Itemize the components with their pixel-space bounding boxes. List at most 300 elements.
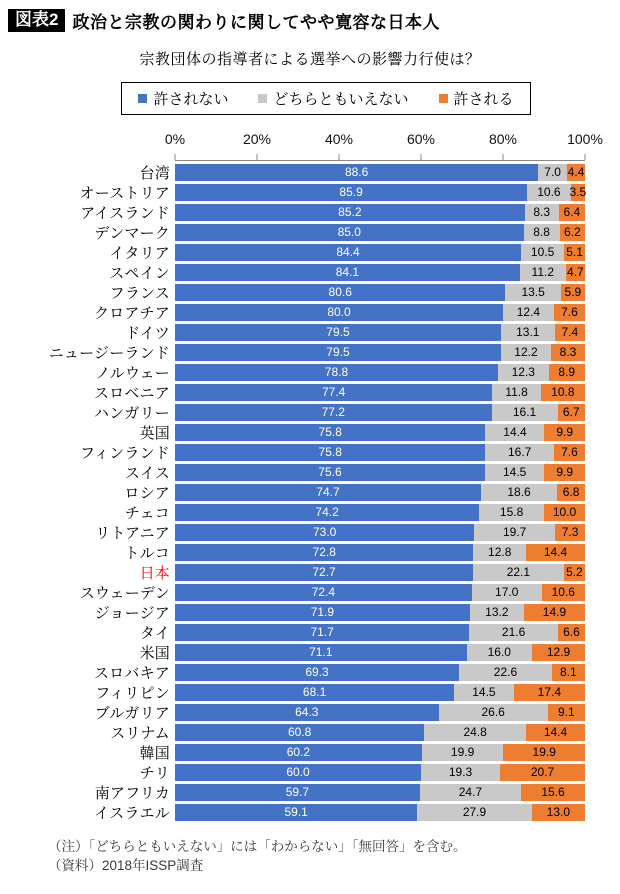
value-label: 13.5 [521,285,545,299]
bar-segment-neutral [470,604,524,621]
bar-segment-neutral [485,444,553,461]
bar-segment-permitted [555,324,585,341]
bar-segment-neutral [439,704,548,721]
value-label: 77.4 [321,385,346,399]
table-row [0,442,620,462]
bar-segment-not-permitted [175,364,498,381]
stacked-bar [175,764,585,781]
country-label: スウェーデン [79,584,170,602]
value-label: 4.4 [567,165,585,179]
country-label: タイ [139,624,170,642]
stacked-bar [175,724,585,741]
stacked-bar-chart [0,131,620,822]
stacked-bar [175,644,585,661]
bar-segment-not-permitted [175,444,485,461]
value-label: 14.5 [503,465,527,479]
country-label: フランス [109,284,170,302]
table-row [0,542,620,562]
stacked-bar [175,664,585,681]
bar-segment-neutral [474,524,555,541]
value-label: 22.1 [506,565,531,579]
legend-swatch-icon [138,94,147,103]
bar-segment-not-permitted [175,184,527,201]
bar-segment-permitted [514,684,585,701]
bar-segment-neutral [498,364,548,381]
country-label: ブルガリア [94,704,170,722]
value-label: 16.7 [507,445,532,459]
value-label: 71.9 [310,605,335,619]
stacked-bar [175,804,585,821]
value-label: 10.0 [552,505,577,519]
value-label: 19.9 [450,745,475,759]
bar-segment-not-permitted [175,504,479,521]
table-row [0,702,620,722]
value-label: 19.3 [448,765,473,779]
stacked-bar [175,624,585,641]
value-label: 80.0 [327,305,351,319]
bar-segment-not-permitted [175,224,524,241]
bar-segment-not-permitted [175,604,470,621]
value-label: 79.5 [326,345,350,359]
bar-segment-neutral [481,484,557,501]
value-label: 9.9 [556,465,574,479]
bar-segment-not-permitted [175,544,473,561]
chart-footnote [48,838,620,876]
legend-item [258,88,408,109]
country-label: クロアチア [93,304,170,322]
bar-segment-not-permitted [175,344,501,361]
table-row [0,302,620,322]
bar-segment-permitted [544,464,585,481]
value-label: 84.4 [336,245,360,259]
country-label: スペイン [109,264,170,282]
bar-segment-neutral [459,664,552,681]
country-label: イタリア [109,244,170,262]
value-label: 14.5 [472,685,496,699]
country-label: 南アフリカ [94,784,170,802]
value-label: 60.0 [286,765,310,779]
value-label: 88.6 [344,165,369,179]
value-label: 6.7 [562,405,580,419]
table-row [0,202,620,222]
value-label: 19.9 [532,745,556,759]
value-label: 60.8 [287,725,312,739]
stacked-bar [175,164,585,181]
bar-segment-permitted [554,304,585,321]
value-label: 15.8 [499,505,524,519]
value-label: 5.1 [566,245,583,259]
table-row [0,562,620,582]
table-row [0,782,620,802]
table-row [0,602,620,622]
table-row [0,482,620,502]
bar-segment-neutral [469,624,558,641]
country-label: フィリピン [95,684,170,702]
country-label: ロシア [124,484,170,502]
country-label: ニュージーランド [48,344,170,362]
value-label: 73.0 [312,525,337,539]
legend-swatch-icon [439,94,448,103]
table-row [0,502,620,522]
value-label: 16.0 [487,645,511,659]
country-label: ジョージア [94,604,170,622]
axis-tick-mark [503,154,504,160]
value-label: 21.6 [501,625,526,639]
value-label: 14.4 [543,725,568,739]
value-label: 84.1 [335,265,360,279]
value-label: 74.2 [315,505,339,519]
axis-tick-label: 60% [406,131,436,147]
bar-segment-not-permitted [175,284,505,301]
legend-item [439,88,514,109]
bar-segment-neutral [503,304,554,321]
value-label: 72.7 [312,565,336,579]
stacked-bar [175,524,585,541]
bar-segment-not-permitted [175,484,481,501]
value-label: 15.6 [541,785,565,799]
value-label: 85.0 [337,225,361,239]
stacked-bar [175,604,585,621]
bar-segment-permitted [559,204,585,221]
value-label: 6.6 [563,625,580,639]
page-title: 政治と宗教の関わりに関してやや寛容な日本人 [72,13,440,32]
table-row [0,742,620,762]
stacked-bar [175,404,585,421]
bar-segment-not-permitted [175,404,492,421]
bar-segment-permitted [561,284,585,301]
bar-segment-permitted [564,244,585,261]
bar-segment-not-permitted [175,304,503,321]
value-label: 11.8 [505,385,528,399]
bar-segment-not-permitted [175,384,492,401]
value-label: 18.6 [507,485,531,499]
bar-segment-neutral [527,184,570,201]
value-label: 59.7 [285,785,310,799]
value-label: 11.2 [531,265,554,279]
bar-segment-neutral [485,424,544,441]
stacked-bar [175,384,585,401]
bar-segment-neutral [521,244,564,261]
table-row [0,802,620,822]
value-label: 8.9 [558,365,576,379]
axis-tick-mark [421,154,422,160]
value-label: 12.4 [516,305,541,319]
value-label: 85.2 [338,205,362,219]
bar-segment-permitted [557,484,585,501]
stacked-bar [175,344,585,361]
stacked-bar [175,704,585,721]
stacked-bar [175,744,585,761]
bar-segment-neutral [420,784,521,801]
value-label: 85.9 [339,185,363,199]
value-label: 20.7 [530,765,555,779]
country-label: チリ [139,764,170,782]
bar-segment-permitted [558,624,585,641]
country-label: アイスランド [80,204,170,222]
country-label: スロバキア [93,664,170,682]
country-label: スイス [124,464,170,482]
bar-segment-permitted [542,584,585,601]
note-line: （注）「どちらともいえない」には「わからない」「無回答」を含む。 [48,839,467,854]
country-label: 米国 [139,644,170,662]
value-label: 24.7 [458,785,483,799]
axis-tick-mark [257,154,258,160]
bar-segment-neutral [417,804,531,821]
country-label: デンマーク [94,224,170,242]
value-label: 74.7 [316,485,340,499]
stacked-bar [175,684,585,701]
value-label: 12.9 [546,645,571,659]
value-label: 13.0 [546,805,571,819]
figure-number-badge: 図表2 [8,9,65,33]
bar-segment-permitted [548,704,585,721]
bar-segment-neutral [492,404,558,421]
source-line: （資料）2018年ISSP調査 [48,857,204,873]
chart-subtitle: 宗教団体の指導者による選挙への影響力行使は？ [139,51,481,68]
bar-segment-permitted [564,564,585,581]
bar-segment-neutral [467,644,533,661]
value-label: 16.1 [512,405,537,419]
country-label: リトアニア [95,524,170,542]
table-row [0,362,620,382]
bar-segment-not-permitted [175,744,422,761]
chart-legend [121,82,530,115]
country-label: 韓国 [139,744,170,762]
value-label: 75.6 [318,465,342,479]
table-row [0,322,620,342]
value-label: 4.7 [567,265,584,279]
value-label: 7.6 [561,305,578,319]
table-row [0,662,620,682]
bar-segment-not-permitted [175,464,485,481]
value-label: 8.1 [560,665,577,679]
table-row [0,282,620,302]
bar-segment-neutral [505,284,560,301]
bar-segment-permitted [549,364,585,381]
value-label: 72.8 [312,545,336,559]
bar-segment-neutral [501,344,551,361]
chart-header [0,0,620,33]
country-label: イスラエル [94,804,170,822]
table-row [0,522,620,542]
table-row [0,422,620,442]
axis-tick-mark [339,154,340,160]
value-label: 7.4 [561,325,579,339]
bar-segment-not-permitted [175,264,520,281]
bar-segment-permitted [503,744,585,761]
value-label: 12.8 [488,545,512,559]
bar-segment-not-permitted [175,664,459,681]
country-label: 英国 [139,424,170,442]
bar-segment-permitted [500,764,585,781]
table-row [0,222,620,242]
stacked-bar [175,244,585,261]
value-label: 5.9 [564,285,582,299]
bar-segment-permitted [560,224,585,241]
bar-segment-neutral [538,164,567,181]
bar-segment-permitted [558,404,585,421]
value-label: 26.6 [481,705,505,719]
stacked-bar [175,284,585,301]
bar-segment-neutral [485,464,544,481]
bar-segment-not-permitted [175,524,474,541]
bar-segment-permitted [541,384,585,401]
bar-segment-permitted [532,804,585,821]
table-row [0,682,620,702]
value-label: 59.1 [284,805,308,819]
value-label: 12.2 [514,345,538,359]
value-label: 75.8 [318,425,342,439]
bar-segment-neutral [421,764,500,781]
value-label: 68.1 [302,685,327,699]
stacked-bar [175,184,585,201]
stacked-bar [175,544,585,561]
value-label: 14.9 [542,605,567,619]
bar-segment-neutral [422,744,504,761]
stacked-bar [175,504,585,521]
bar-segment-permitted [554,444,585,461]
value-label: 19.7 [503,525,527,539]
bar-segment-not-permitted [175,324,501,341]
legend-item [138,88,228,109]
bar-segment-not-permitted [175,784,420,801]
country-label: チェコ [124,504,170,522]
value-label: 71.1 [309,645,333,659]
value-label: 78.8 [324,365,349,379]
country-label: トルコ [124,544,170,562]
value-label: 9.1 [558,705,575,719]
value-label: 80.6 [328,285,352,299]
value-label: 12.3 [511,365,535,379]
axis-tick-label: 0% [164,131,186,147]
value-label: 8.8 [533,225,550,239]
country-label: ドイツ [125,324,170,342]
bar-segment-neutral [479,504,544,521]
bar-segment-not-permitted [175,724,424,741]
table-row [0,622,620,642]
bar-segment-permitted [526,724,585,741]
legend-swatch-icon [258,94,267,103]
bar-segment-not-permitted [175,804,417,821]
stacked-bar [175,464,585,481]
country-label: オーストリア [79,184,170,202]
table-row [0,642,620,662]
bar-segment-not-permitted [175,684,454,701]
stacked-bar [175,444,585,461]
value-label: 8.3 [559,345,577,359]
bar-segment-neutral [501,324,555,341]
x-axis [164,131,603,161]
stacked-bar [175,784,585,801]
bar-segment-neutral [472,584,542,601]
table-row [0,722,620,742]
bar-segment-neutral [492,384,540,401]
bar-segment-not-permitted [175,564,473,581]
bar-segment-neutral [520,264,566,281]
bar-segment-not-permitted [175,644,467,661]
country-label: 台湾 [139,164,170,182]
legend-label: 許される [453,91,514,108]
country-label: ノルウェー [95,364,170,382]
table-row [0,402,620,422]
stacked-bar [175,304,585,321]
country-label: スロベニア [93,384,170,402]
value-label: 77.2 [321,405,345,419]
table-row [0,462,620,482]
value-label: 71.7 [310,625,334,639]
axis-tick-label: 20% [242,131,272,147]
stacked-bar [175,424,585,441]
bar-segment-not-permitted [175,424,485,441]
axis-tick-mark [585,154,586,160]
value-label: 17.4 [537,685,561,699]
bar-segment-neutral [424,724,526,741]
value-label: 13.1 [516,325,540,339]
bar-segment-neutral [473,544,525,561]
value-label: 14.4 [503,425,527,439]
table-row [0,262,620,282]
bar-segment-permitted [552,664,585,681]
value-label: 60.2 [286,745,311,759]
value-label: 8.3 [533,205,551,219]
bar-segment-not-permitted [175,164,538,181]
value-label: 72.4 [311,585,336,599]
value-label: 3.5 [569,185,587,199]
bar-segment-not-permitted [175,584,472,601]
value-label: 6.2 [563,225,581,239]
value-label: 17.0 [495,585,519,599]
bar-segment-permitted [551,344,585,361]
value-label: 7.6 [561,445,578,459]
value-label: 10.6 [551,585,575,599]
bar-segment-neutral [524,224,560,241]
bar-segment-neutral [473,564,564,581]
country-label: 日本 [139,564,170,582]
value-label: 75.8 [318,445,342,459]
bar-segment-permitted [566,264,585,281]
bar-segment-permitted [544,424,585,441]
table-row [0,162,620,182]
stacked-bar [175,264,585,281]
value-label: 5.2 [565,565,583,579]
bar-segment-not-permitted [175,244,521,261]
value-label: 10.6 [537,185,561,199]
chart-rows [0,162,620,822]
value-label: 10.8 [551,385,575,399]
value-label: 24.8 [463,725,487,739]
bar-segment-permitted [544,504,585,521]
value-label: 79.5 [326,325,350,339]
axis-tick-label: 40% [324,131,354,147]
axis-tick-label: 80% [488,131,518,147]
table-row [0,382,620,402]
axis-tick-mark [175,154,176,160]
country-label: フィンランド [79,444,170,462]
value-label: 6.8 [562,485,580,499]
value-label: 14.4 [543,545,568,559]
bar-segment-permitted [524,604,585,621]
value-label: 27.9 [462,805,487,819]
table-row [0,182,620,202]
stacked-bar [175,584,585,601]
bar-segment-permitted [571,184,585,201]
value-label: 69.3 [305,665,329,679]
bar-segment-permitted [526,544,585,561]
bar-segment-not-permitted [175,764,421,781]
table-row [0,582,620,602]
bar-segment-not-permitted [175,624,469,641]
bar-segment-permitted [532,644,585,661]
